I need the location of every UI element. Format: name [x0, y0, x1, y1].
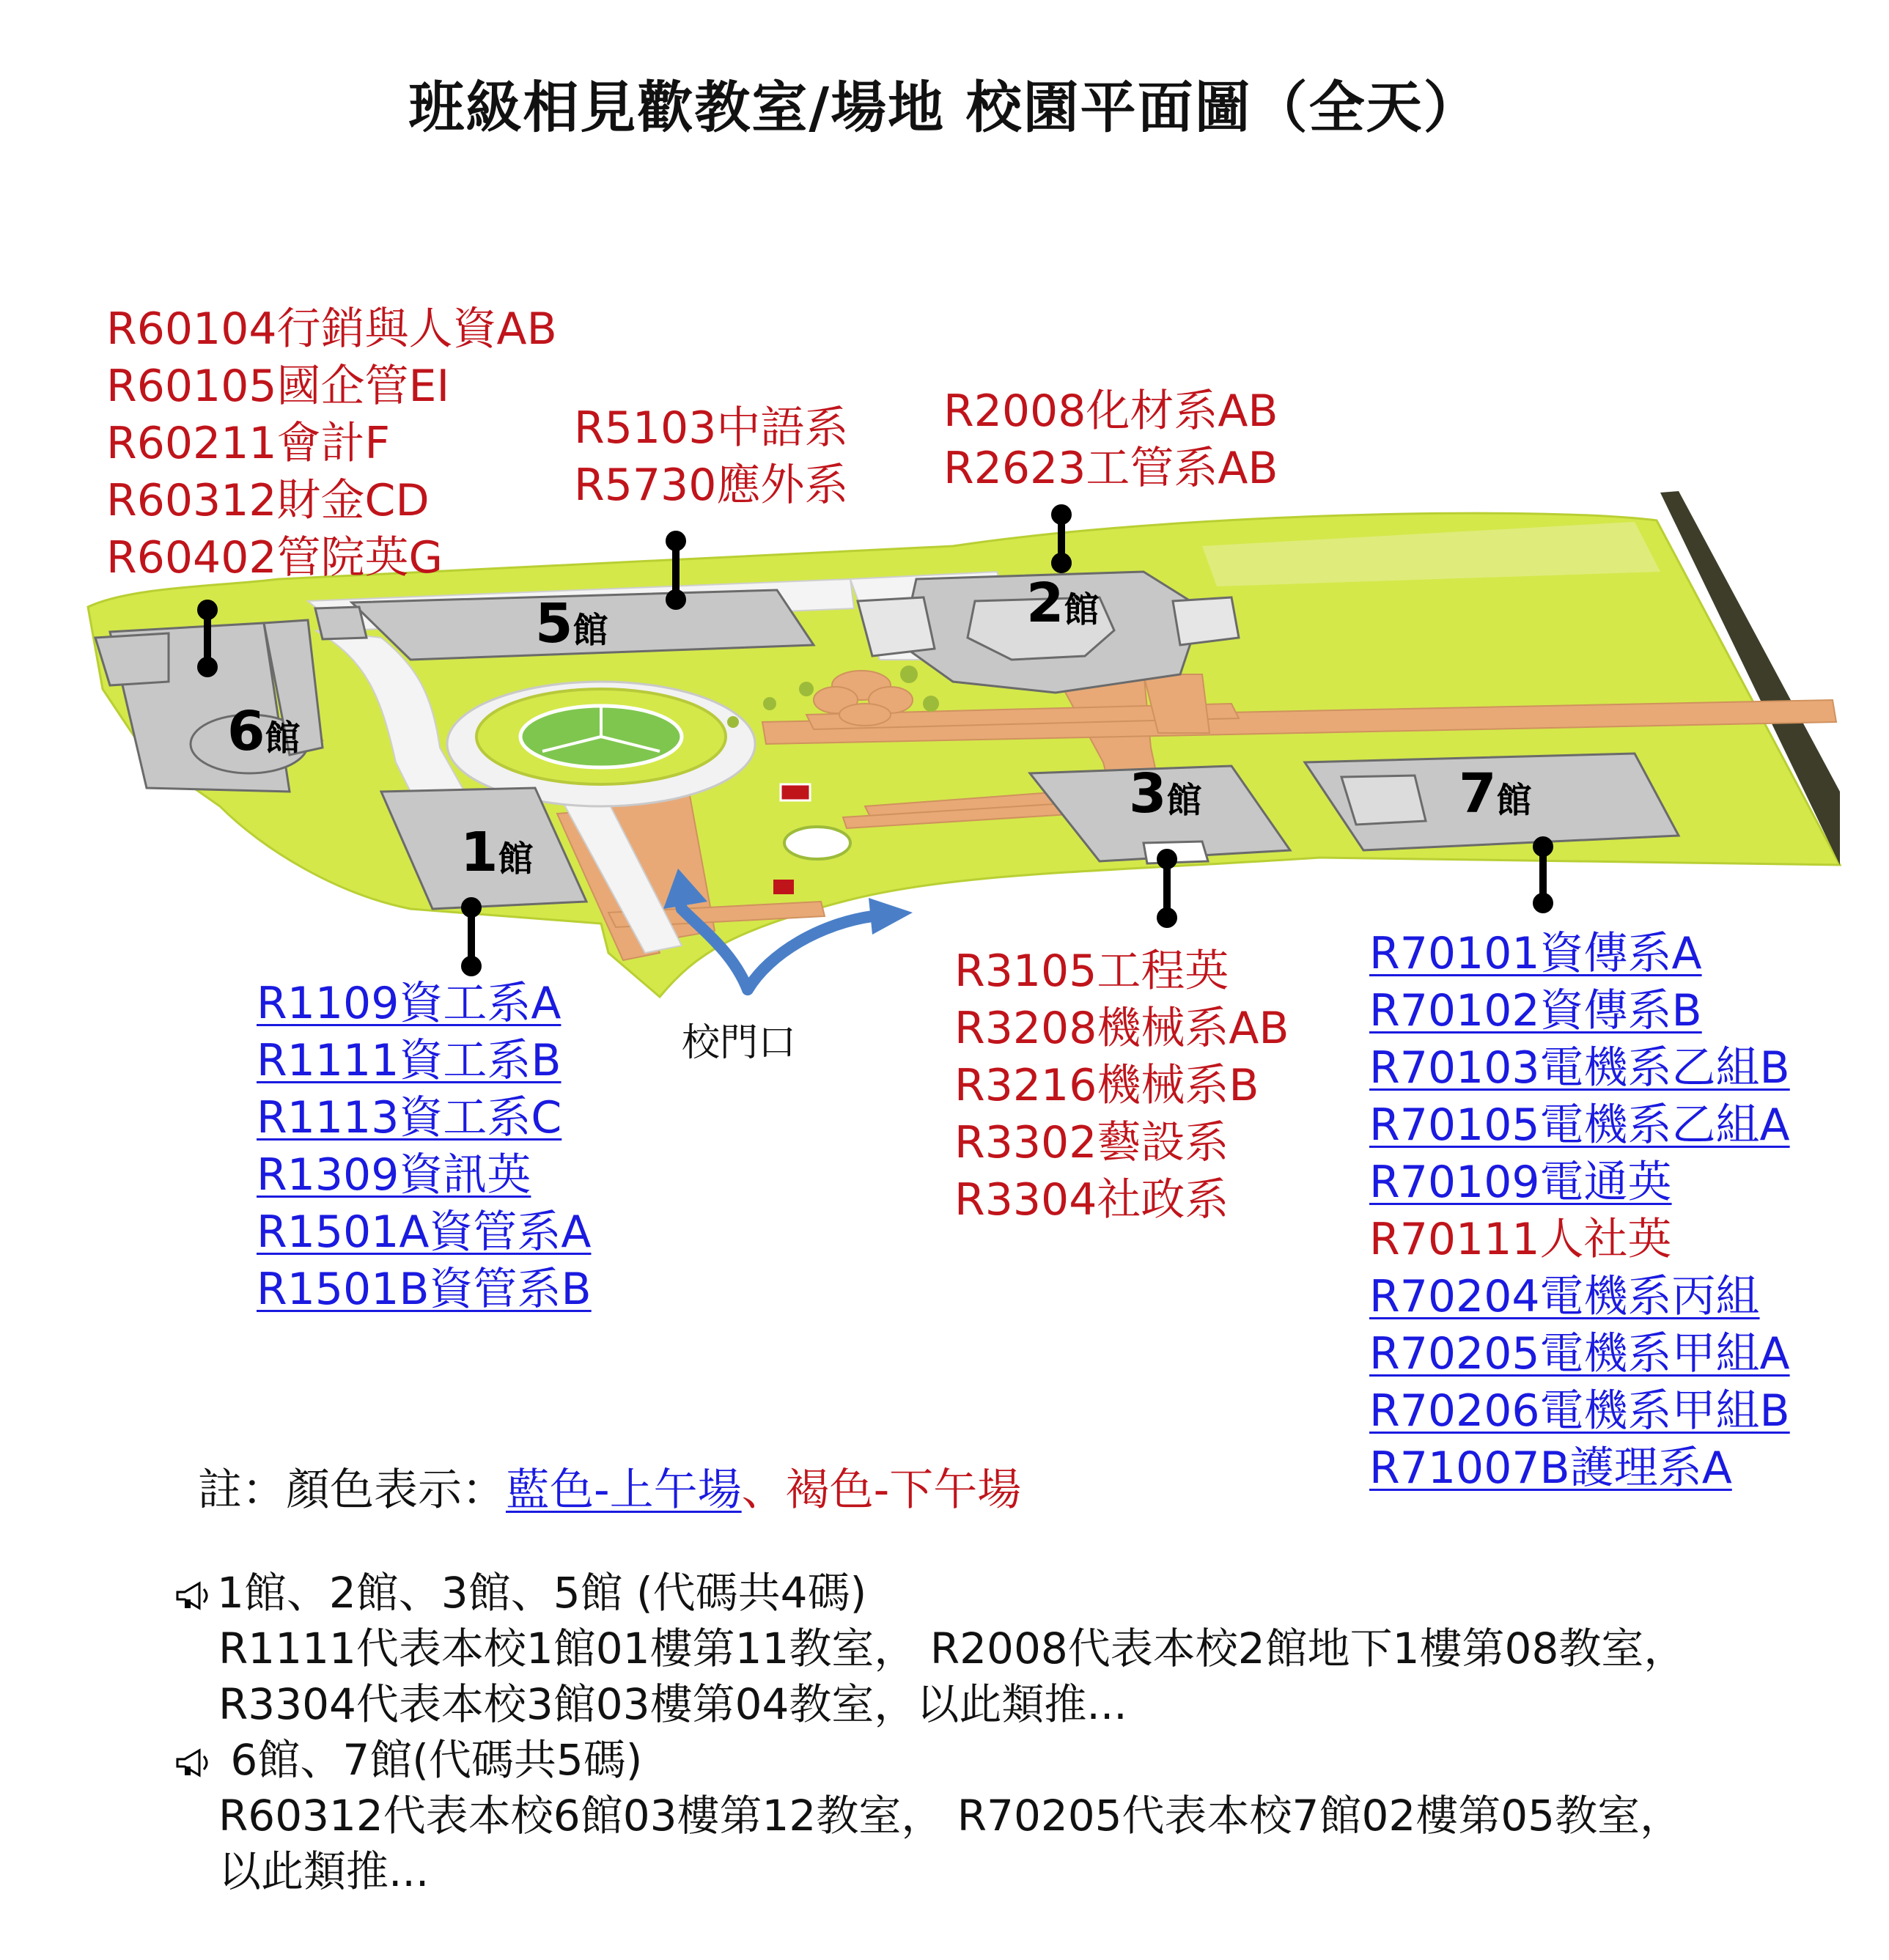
- room-item: R5730應外系: [574, 460, 849, 511]
- hall-label-3: [1129, 762, 1202, 825]
- room-link[interactable]: R1111資工系B: [257, 1035, 561, 1086]
- hall-number: 6: [227, 700, 265, 763]
- room-item: R60402管院英G: [106, 532, 443, 583]
- hall-number: 2: [1026, 572, 1064, 635]
- explanation-line: 以此類推...: [218, 1846, 430, 1896]
- room-item: R3216機械系B: [954, 1060, 1259, 1111]
- legend-prefix: 註：顏色表示：: [198, 1465, 506, 1516]
- roundabout: [447, 682, 755, 806]
- hall-number: 3: [1129, 762, 1167, 825]
- megaphone-icon: [174, 1746, 214, 1780]
- legend-am[interactable]: 藍色-上午場: [506, 1465, 742, 1516]
- hall-suffix: 館: [1496, 780, 1532, 821]
- room-link[interactable]: R1501B資管系B: [257, 1264, 592, 1315]
- hall-label-6: [227, 700, 301, 763]
- hall-number: 1: [460, 821, 498, 884]
- room-link[interactable]: R70204電機系丙組: [1369, 1271, 1760, 1322]
- room-item: R3105工程英: [954, 946, 1229, 997]
- room-link[interactable]: R1113資工系C: [257, 1092, 562, 1143]
- megaphone-icon: [174, 1579, 214, 1613]
- hall-label-2: [1026, 572, 1100, 635]
- explanation-line: 6館、7館(代碼共5碼): [217, 1735, 643, 1785]
- hall-suffix: 館: [498, 839, 534, 880]
- room-item: R70111人社英: [1369, 1214, 1672, 1265]
- room-item: R60105國企管EI: [106, 361, 450, 412]
- room-link[interactable]: R70102資傳系B: [1369, 985, 1702, 1036]
- explanation-line: R3304代表本校3館03樓第04教室，以此類推...: [218, 1679, 1127, 1729]
- color-legend-note: [198, 1455, 1021, 1518]
- hall-suffix: 館: [265, 718, 301, 759]
- room-list-hall1: [257, 975, 592, 1318]
- room-item: R5103中語系: [574, 402, 849, 454]
- hall-label-5: [535, 592, 608, 655]
- room-list-hall5: [574, 399, 848, 514]
- explanation-line: 1館、2館、3館、5館 (代碼共4碼): [217, 1568, 867, 1618]
- room-list-hall6: [106, 301, 557, 586]
- room-item: R2623工管系AB: [943, 443, 1278, 494]
- room-item: R2008化材系AB: [943, 386, 1278, 437]
- hall-label-7: [1459, 762, 1532, 825]
- room-list-hall7: [1369, 925, 1790, 1497]
- explanation-heading-1: [174, 1565, 1686, 1621]
- hall-number: 7: [1459, 762, 1497, 825]
- code-explanation-1: [174, 1565, 1686, 1899]
- hall-suffix: 館: [1064, 589, 1100, 630]
- room-link[interactable]: R1109資工系A: [257, 978, 561, 1029]
- arrow-head-right: [869, 898, 913, 935]
- room-item: R60211會計F: [106, 418, 391, 469]
- room-item: R3208機械系AB: [954, 1003, 1289, 1054]
- hall-number: 5: [535, 592, 573, 655]
- room-item: R3304社政系: [954, 1174, 1229, 1226]
- room-link[interactable]: R70103電機系乙組B: [1369, 1042, 1790, 1094]
- page-title: 班級相見歡教室/場地 校園平面圖（全天）: [408, 75, 1481, 140]
- hall-label-1: [460, 821, 534, 884]
- room-link[interactable]: R1309資訊英: [257, 1149, 531, 1201]
- room-link[interactable]: R70205電機系甲組A: [1369, 1328, 1790, 1379]
- room-item: R60312財金CD: [106, 475, 430, 526]
- room-link[interactable]: R71007B護理系A: [1369, 1443, 1732, 1494]
- room-link[interactable]: R1501A資管系A: [257, 1206, 592, 1258]
- legend-sep: 、: [741, 1465, 786, 1516]
- room-link[interactable]: R70101資傳系A: [1369, 928, 1702, 979]
- room-list-hall2: [943, 383, 1278, 497]
- explanation-line: R60312代表本校6館03樓第12教室， R70205代表本校7館02樓第05教室，: [218, 1791, 1683, 1841]
- room-link[interactable]: R70105電機系乙組A: [1369, 1099, 1790, 1151]
- room-link[interactable]: R70109電通英: [1369, 1157, 1672, 1208]
- room-item: R3302藝設系: [954, 1117, 1229, 1168]
- hall-suffix: 館: [1166, 780, 1202, 821]
- gate-label: 校門口: [682, 1021, 797, 1065]
- hall-suffix: 館: [572, 610, 608, 651]
- legend-pm: 褐色-下午場: [785, 1465, 1022, 1516]
- room-list-hall3: [954, 943, 1289, 1228]
- room-link[interactable]: R70206電機系甲組B: [1369, 1385, 1790, 1437]
- explanation-line: R1111代表本校1館01樓第11教室， R2008代表本校2館地下1樓第08教室，: [218, 1624, 1687, 1673]
- explanation-heading-2: [174, 1732, 1686, 1788]
- room-item: R60104行銷與人資AB: [106, 303, 557, 355]
